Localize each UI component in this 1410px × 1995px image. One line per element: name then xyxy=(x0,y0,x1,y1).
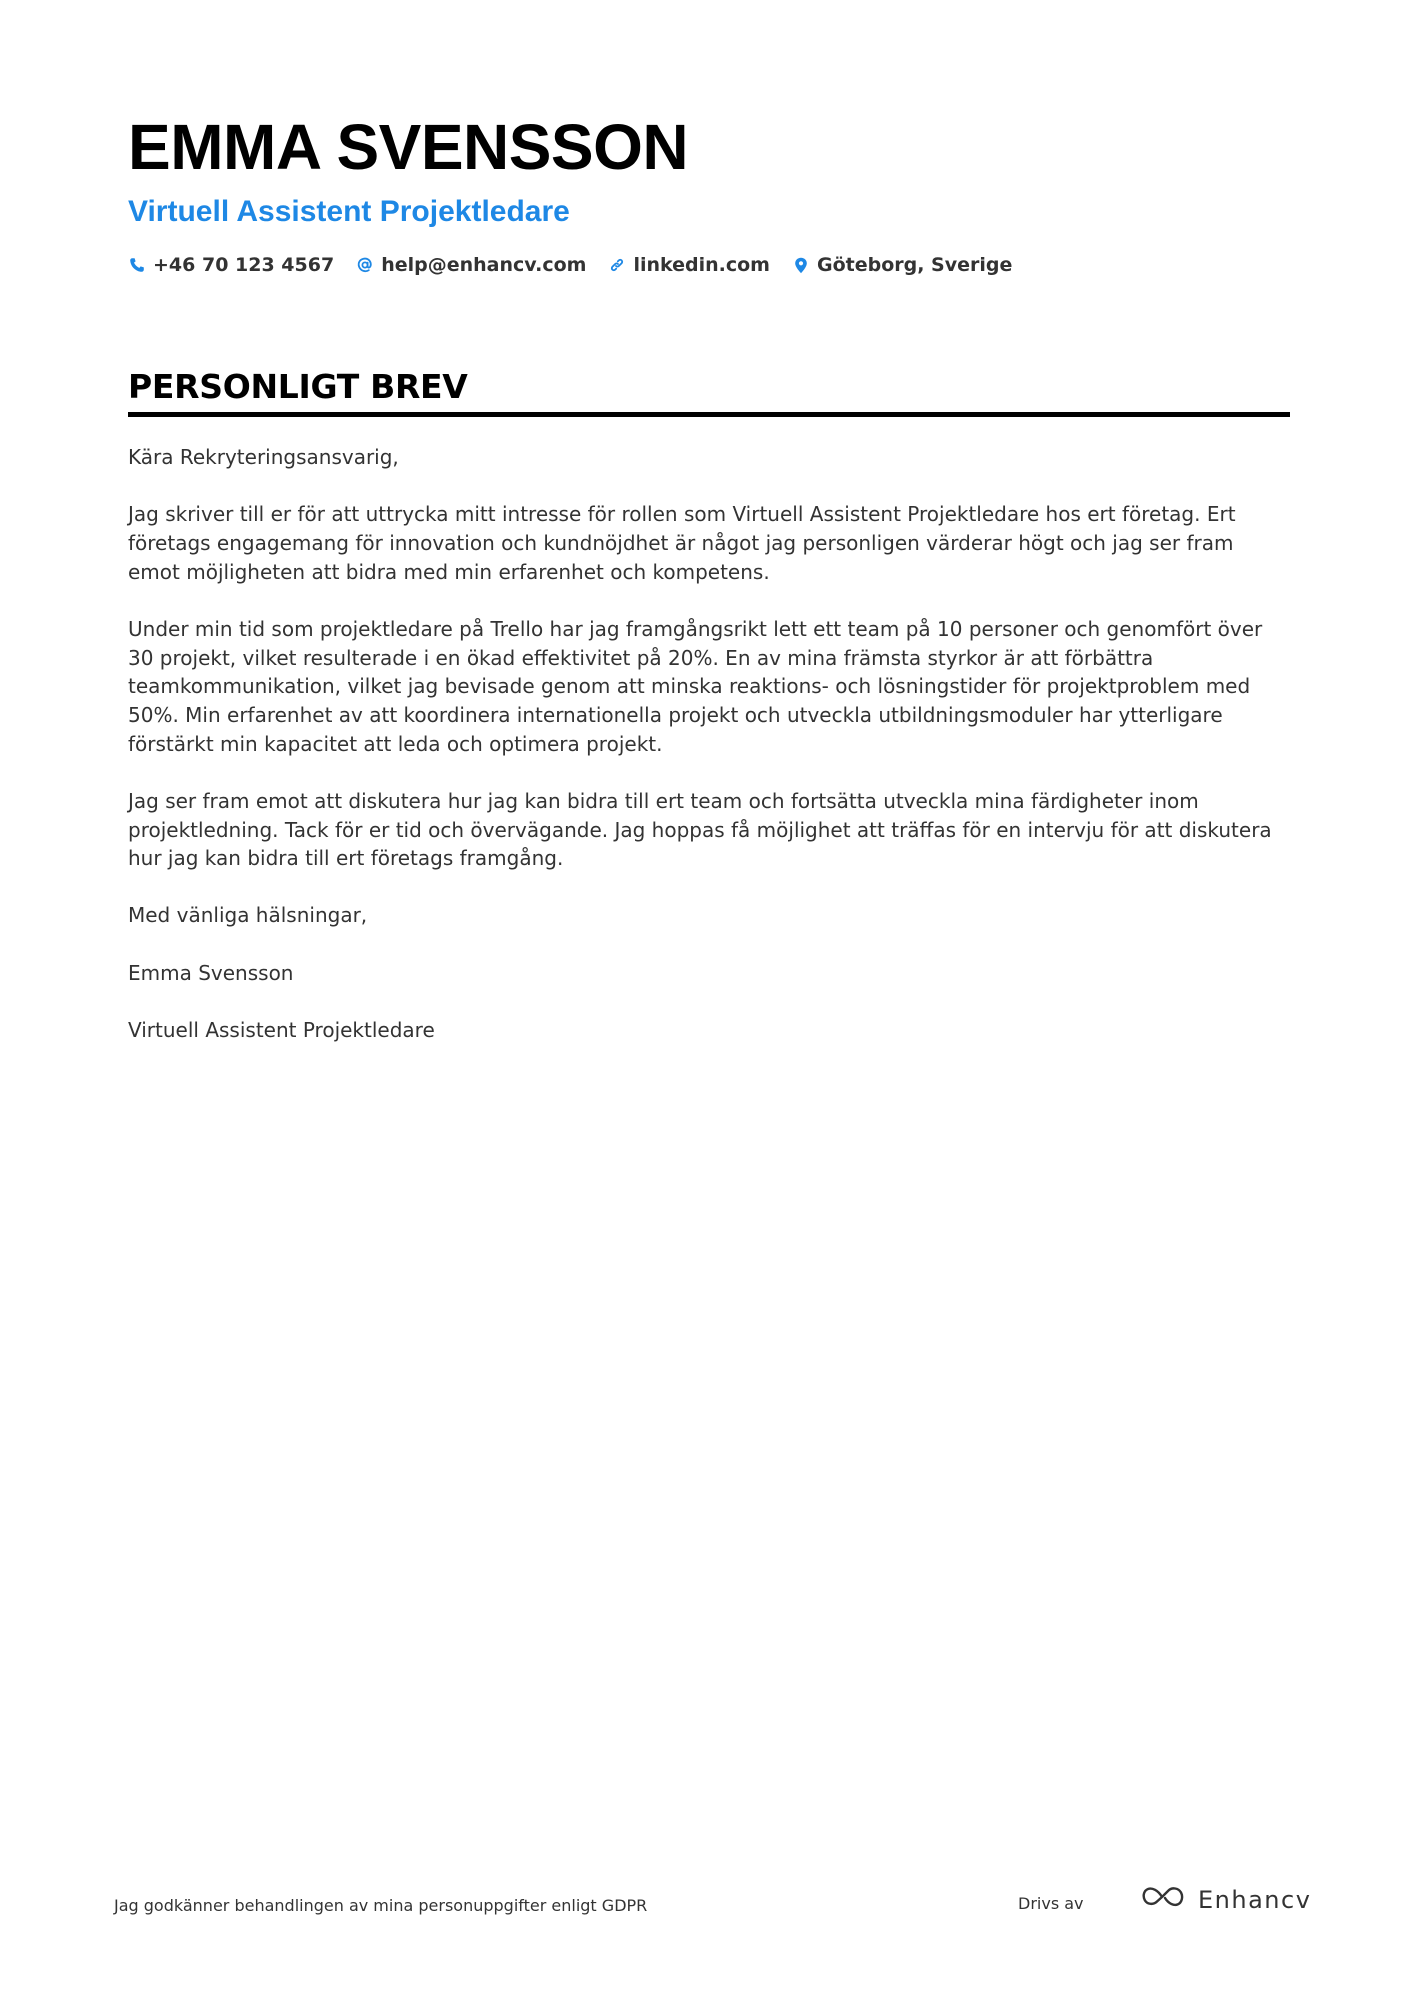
letter-paragraph: Jag skriver till er för att uttrycka mitt intresse för rollen som Virtuell Assistent Projektledare hos ert företag. Ert företags engagemang för innovation och kundnöjdhet är något jag personligen värderar högt och jag ser fram emot möjligheten att bidra med min erfarenhet och kompetens. xyxy=(128,502,1236,584)
email-text: help@enhancv.com xyxy=(381,254,587,276)
contact-bar xyxy=(128,254,1290,276)
signature-name: Emma Svensson xyxy=(128,960,294,985)
contact-location xyxy=(792,254,1012,276)
gdpr-consent-text: Jag godkänner behandlingen av mina personuppgifter enligt GDPR xyxy=(114,1896,648,1915)
header xyxy=(128,108,1290,276)
letter-closing: Med vänliga hälsningar, xyxy=(128,903,368,928)
letter-body xyxy=(128,443,1290,1045)
phone-text: +46 70 123 4567 xyxy=(153,254,335,276)
section-title: PERSONLIGT BREV xyxy=(128,367,468,406)
signature-title: Virtuell Assistent Projektledare xyxy=(128,1017,435,1042)
contact-linkedin[interactable] xyxy=(608,254,770,276)
contact-email[interactable] xyxy=(356,254,586,276)
link-icon xyxy=(608,256,626,274)
letter-paragraph: Under min tid som projektledare på Trello har jag framgångsrikt lett ett team på 10 personer och genomfört över 30 projekt, vilket resulterade i en ökad effektivitet på 20%. En av mina främsta styrkor är att förbättra teamkommunikation, vilket jag bevisade genom att minska reaktions- och lösningstider för projektproblem med 50%. Min erfarenhet av att koordinera internationella projekt och utveckla utbildningsmoduler har ytterligare förstärkt min kapacitet att leda och optimera projekt. xyxy=(128,616,1263,756)
applicant-name: EMMA SVENSSON xyxy=(128,111,689,183)
contact-phone[interactable] xyxy=(128,254,334,276)
at-icon xyxy=(356,256,374,274)
brand-link[interactable] xyxy=(1140,1884,1311,1915)
job-title: Virtuell Assistent Projektledare xyxy=(128,195,570,228)
footer xyxy=(0,1880,1410,1940)
location-pin-icon xyxy=(792,256,810,274)
brand-name: Enhancv xyxy=(1198,1885,1312,1914)
linkedin-text: linkedin.com xyxy=(633,254,770,276)
cover-letter-section xyxy=(128,366,1290,1073)
powered-by-label: Drivs av xyxy=(1018,1894,1084,1913)
location-text: Göteborg, Sverige xyxy=(816,254,1013,276)
letter-greeting: Kära Rekryteringsansvarig, xyxy=(128,445,399,469)
enhancv-logo-icon xyxy=(1140,1884,1186,1915)
letter-paragraph: Jag ser fram emot att diskutera hur jag kan bidra till ert team och fortsätta utveckla mina färdigheter inom projektledning. Tack för er tid och övervägande. Jag hoppas få möjlighet att träffas för en intervju för att diskutera hur jag kan bidra till ert företags framgång. xyxy=(128,788,1272,871)
phone-icon xyxy=(128,256,146,274)
section-divider xyxy=(128,412,1290,417)
